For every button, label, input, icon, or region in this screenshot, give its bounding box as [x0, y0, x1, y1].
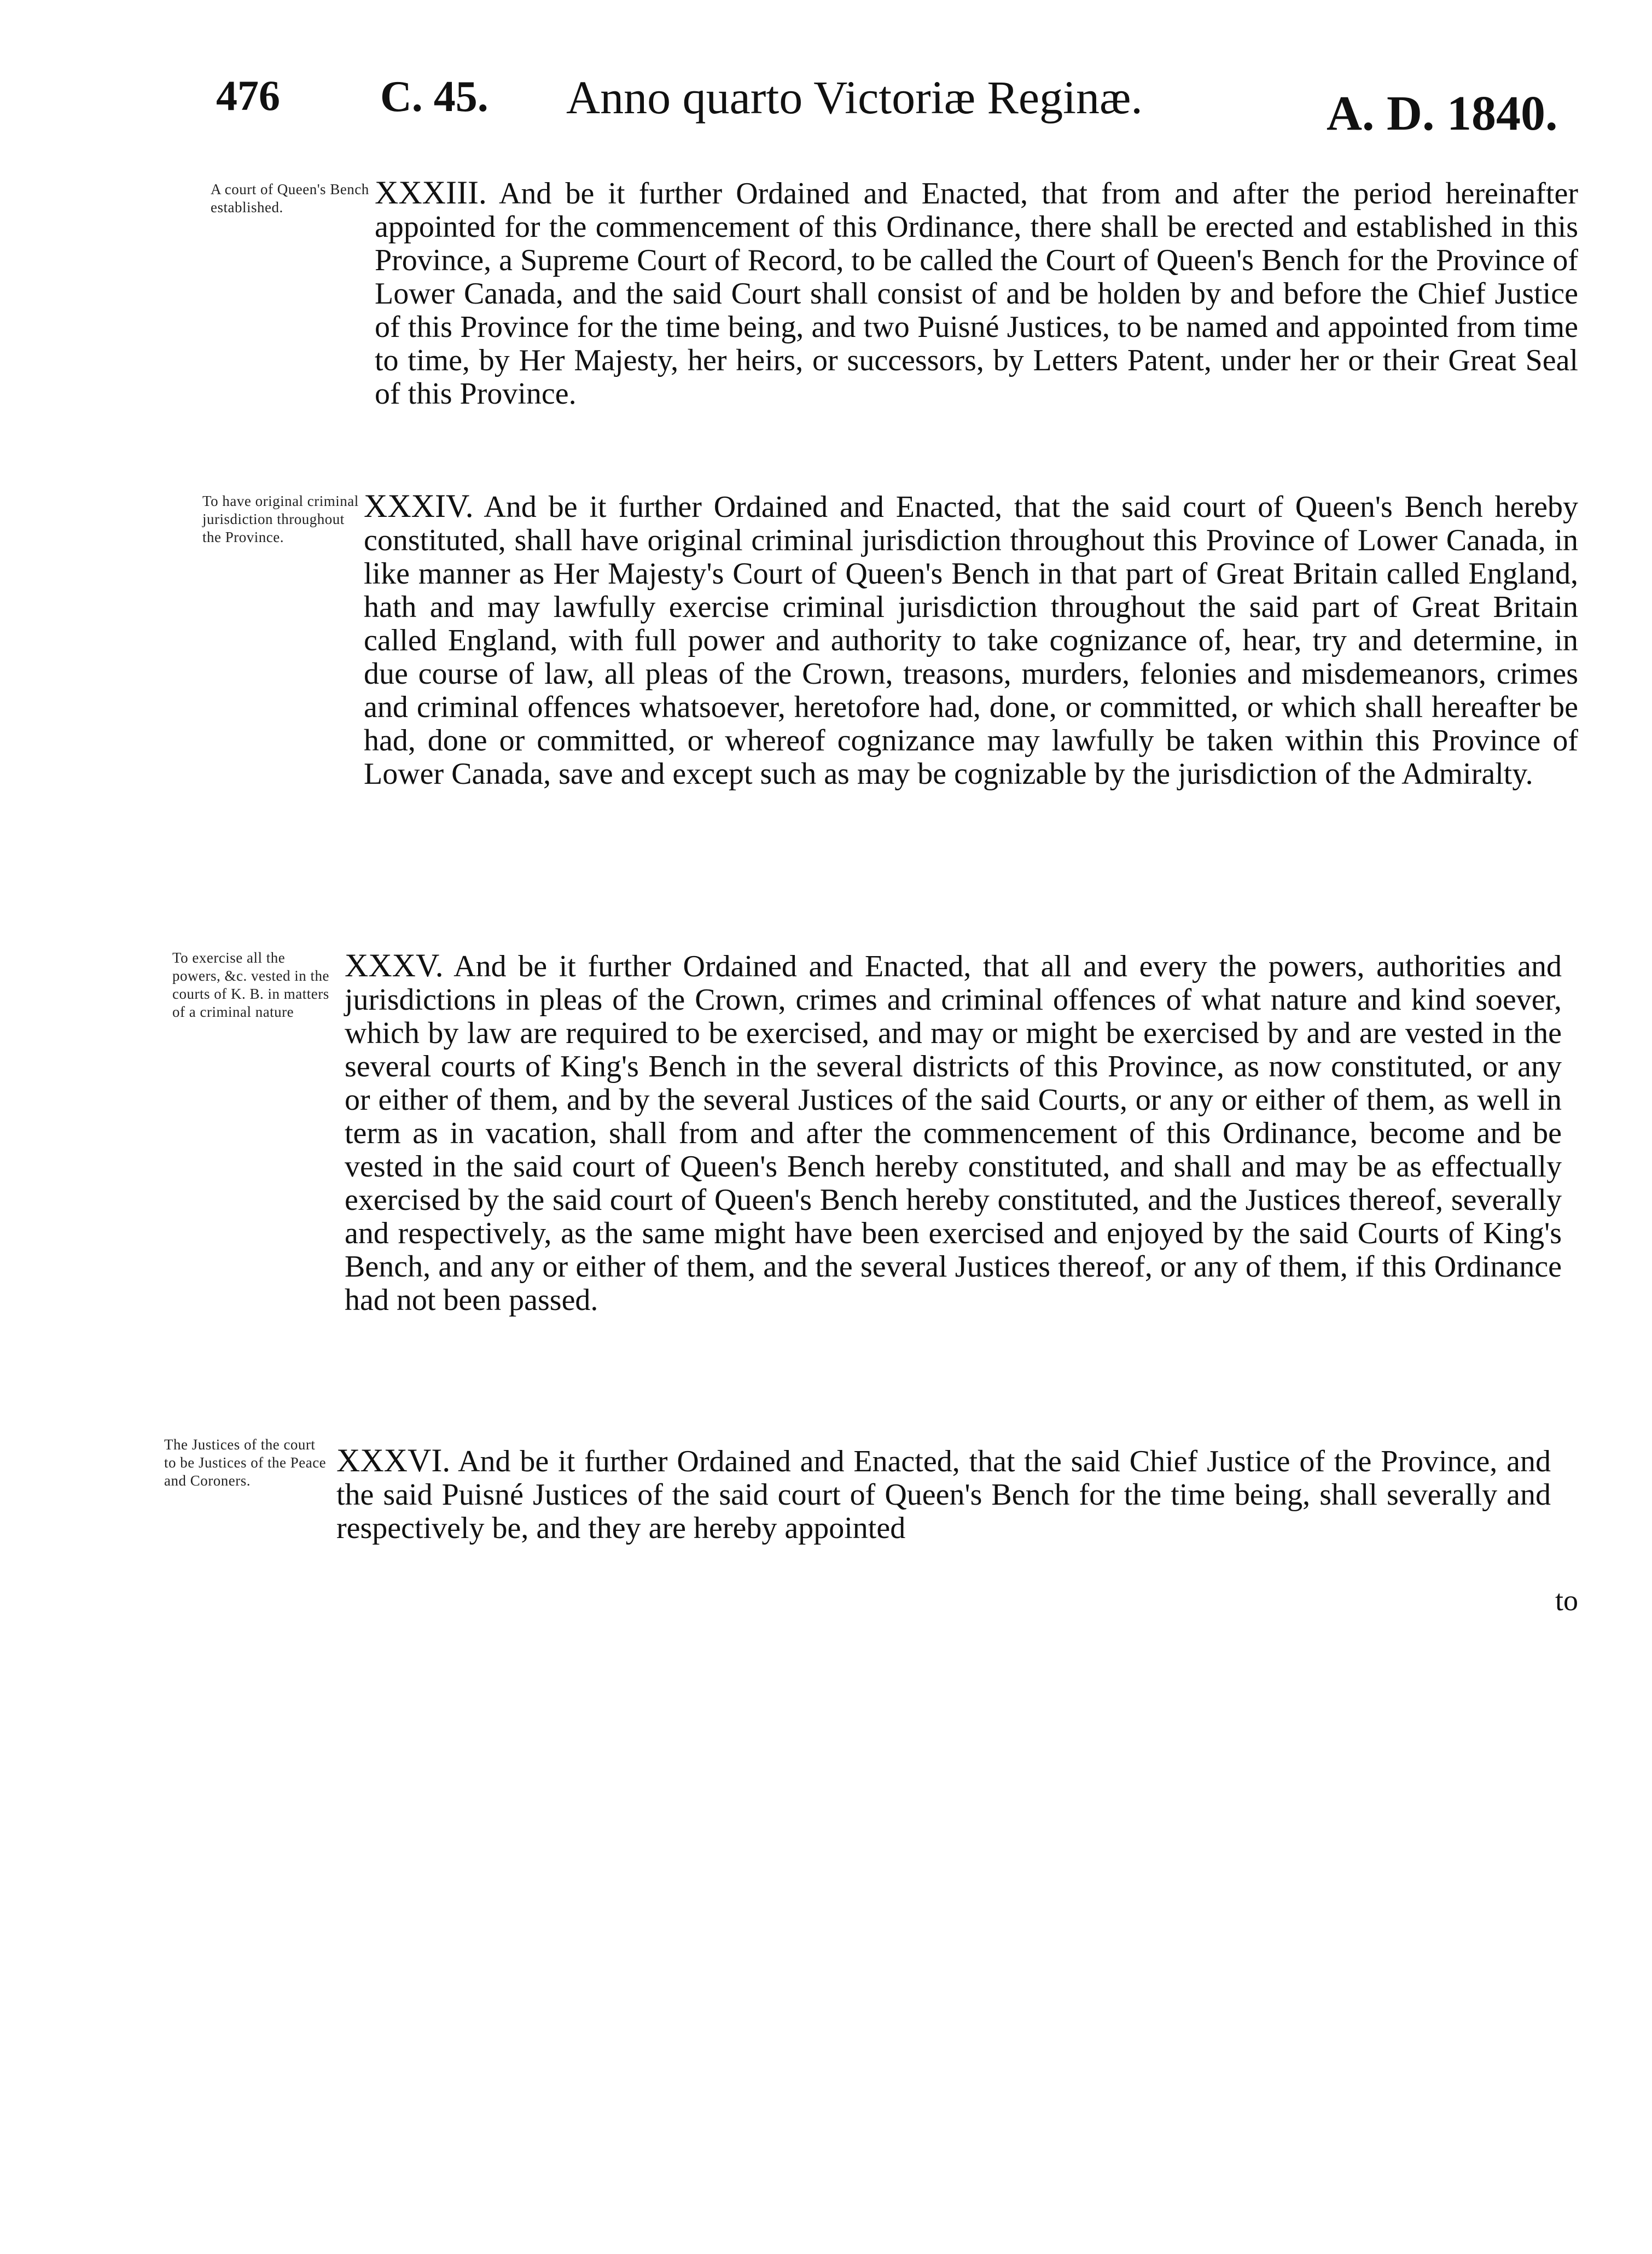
margin-note: A court of Queen's Bench established.: [211, 181, 369, 216]
section-text: And be it further Ordained and Enacted, that the said court of Queen's Bench hereby constituted, shall have original criminal jurisdiction throughout this Province of Lower Canada, in like manner as Her Majesty's Court of Queen's Bench in that part of Great Britain called England, hath and may lawfully exercise criminal jurisdiction throughout the said part of Great Britain called England, with full power and authority to take cognizance of, hear, try and determine, in due course of law, all pleas of the Crown, treasons, murders, felonies and misdemeanors, crimes and criminal offences whatsoever, heretofore had, done, or committed, or which shall hereafter be had, done or committed, or whereof cognizance may lawfully be taken within this Province of Lower Canada, save and except such as may be cognizable by the jurisdiction of the Admiralty.: [364, 490, 1578, 791]
section-body: [345, 949, 1562, 1317]
running-title: Anno quarto Victoriæ Reginæ.: [566, 71, 1143, 124]
page-number: 476: [216, 72, 280, 119]
section-number: XXXIII.: [375, 174, 487, 211]
section-body: [336, 1444, 1551, 1545]
section-text: And be it further Ordained and Enacted, that the said Chief Justice of the Province, and the said Puisné Justices of the said court of Queen's Bench for the time being, shall severally and respectively be, and they are hereby appointed: [336, 1445, 1551, 1545]
margin-note: The Justices of the court to be Justices of the Peace and Coroners.: [164, 1436, 327, 1489]
margin-note: To exercise all the powers, &c. vested in the courts of K. B. in matters of a criminal nature: [172, 950, 329, 1020]
section-text: And be it further Ordained and Enacted, that all and every the powers, authorities and jurisdictions in pleas of the Crown, crimes and criminal offences of what nature and kind soever, which by law are required to be exercised, and may or might be exercised by and are vested in the several courts of King's Bench in the several districts of this Province, as now constituted, or any or either of them, and by the several Justices of the said Courts, or any or either of them, as well in term as in vacation, shall from and after the commencement of this Ordinance, become and be vested in the said court of Queen's Bench hereby constituted, and shall and may be as effectually exercised by the said court of Queen's Bench hereby constituted, and the Justices thereof, severally and respectively, as the same might have been exercised and enjoyed by the said Courts of King's Bench, and any or either of them, and the several Justices thereof, or any of them, if this Ordinance had not been passed.: [345, 950, 1562, 1317]
catchword: to: [1555, 1584, 1578, 1617]
margin-note: To have original criminal jurisdiction throughout the Province.: [202, 493, 359, 545]
page-header: [216, 66, 1595, 153]
section-body: [364, 490, 1578, 791]
section-body: [375, 176, 1578, 411]
year-label: A. D. 1840.: [1327, 86, 1558, 141]
section-number: XXXVI.: [336, 1442, 451, 1478]
section-text: And be it further Ordained and Enacted, that from and after the period hereinafter appointed for the commencement of this Ordinance, there shall be erected and established in this Province, a Supreme Court of Record, to be called the Court of Queen's Bench for the Province of Lower Canada, and the said Court shall consist of and be holden by and before the Chief Justice of this Province for the time being, and two Puisné Justices, to be named and appointed from time to time, by Her Majesty, her heirs, or successors, by Letters Patent, under her or their Great Seal of this Province.: [375, 177, 1578, 411]
section-number: XXXIV.: [364, 488, 474, 524]
chapter-number: C. 45.: [380, 73, 488, 121]
section-number: XXXV.: [345, 947, 444, 983]
